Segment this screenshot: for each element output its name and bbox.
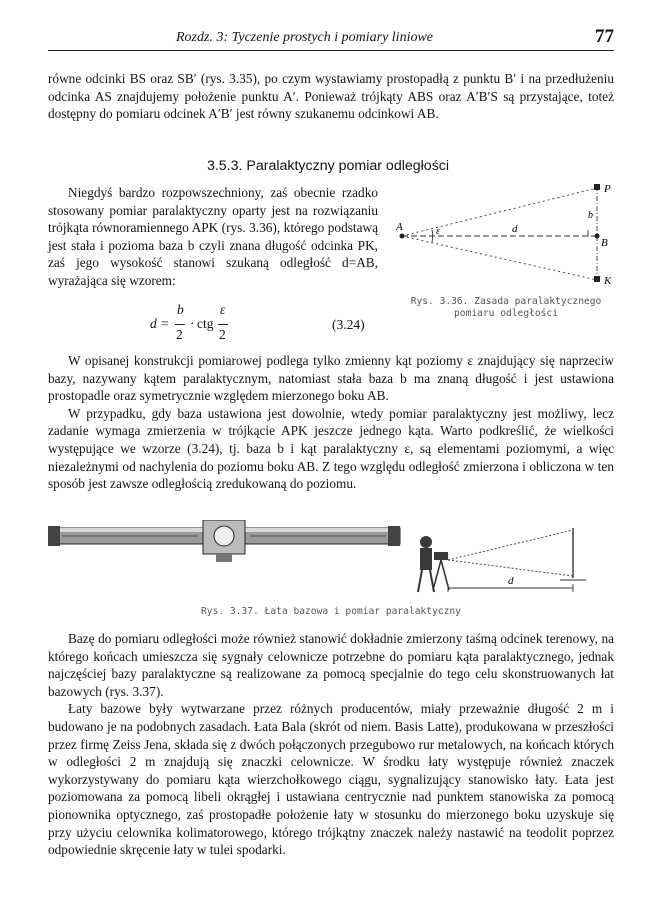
label-a: A <box>396 221 403 233</box>
surveyor-body <box>420 548 432 570</box>
formula-ctg: ctg <box>197 316 214 331</box>
paragraph-base-bars: Łaty bazowe były wytwarzane przez różnych producentów, miały przeważnie długość 2 m i budowano je na podobnych zasadach. Łata Bala (skrót od niem. Basis Latte), produkowana w przeszłości przez firmę Zeiss Jena, składa się z dwóch połączonych przegubowo rur metalowych, na końcach których w odległości 2 m znajdują się znaczki celownicze. W środku łaty występuje również znaczek wykorzystywany do pomiaru kąta wierzchołkowego ciągu, sygnalizujący stanowisko łaty. Łata jest poziomowana za pomocą libeli okrągłej i ustawiana centrycznie nad punktem stanowiska za pomocą pionownika optycznego, zaś prostopadłe położenie łaty w stosunku do mierzonego boku uzyskuje się przy użyciu celownika kolimatorowego, którego trójkątny znaczek należy nastawić na teodolit poprzez odpowiednie skręcenie łaty w tulei spodarki. <box>48 701 614 858</box>
figure-3-37-illustration <box>48 520 614 600</box>
parallax-measurement-drawing <box>448 528 586 592</box>
label-base-b: b <box>588 210 593 221</box>
label-distance-d: d <box>508 575 514 587</box>
line-a-p <box>402 188 597 236</box>
theodolite <box>434 552 448 560</box>
sight-line-upper <box>448 530 573 560</box>
base-bar-mount <box>216 554 232 562</box>
figure-3-36-caption: Rys. 3.36. Zasada paralaktycznego pomiaru odległości <box>410 296 602 319</box>
page-number: 77 <box>595 26 614 47</box>
surveyor-figure <box>418 536 449 592</box>
section-heading: 3.5.3. Paralaktyczny pomiar odległości <box>206 158 450 174</box>
formula-lhs: d <box>150 316 157 331</box>
point-k-mark <box>594 276 600 282</box>
formula-equals: = <box>161 316 169 331</box>
right-angle-mark <box>582 230 588 236</box>
equation-number: (3.24) <box>332 317 365 332</box>
point-a <box>400 234 405 239</box>
formula-b-denominator: 2 <box>176 327 183 342</box>
label-epsilon: ε <box>436 226 440 237</box>
formula-b-numerator: b <box>177 302 184 317</box>
base-bar-drawing <box>48 520 400 562</box>
fraction-bar-b <box>175 324 185 325</box>
label-p: P <box>604 183 611 195</box>
formula-epsilon-denominator: 2 <box>219 327 226 342</box>
label-b-point: B <box>601 237 608 249</box>
point-b <box>595 234 600 239</box>
circular-level <box>214 526 234 546</box>
formula-dot: · <box>190 316 195 331</box>
tripod-leg-1 <box>433 560 441 590</box>
intro-paragraph: równe odcinki BS oraz SB′ (rys. 3.35), po czym wystawiamy prostopadłą z punktu B′ i na przedłużeniu odcinka AS znajdujemy położenie punktu A′. Ponieważ trójkąty ABS oraz A′B′S są przystające, toteż dostępny do pomiaru odcinek A′B′ jest równy szukanemu odcinkowi AB. <box>48 71 614 122</box>
label-d: d <box>512 223 518 235</box>
paragraph-parallax-intro: Niegdyś bardzo rozpowszechniony, zaś obecnie rzadko stosowany pomiar paralaktyczny oparty jest na rozwiązaniu trójkąta równoramiennego APK (rys. 3.36), którego podstawą jest stała i pozioma baza b czyli znana długość odcinka PK, zaś jego wysokość stanowi szukaną odległość d=AB, wyrażająca się wzorem: <box>48 185 378 288</box>
paragraph-parallax-angle: W opisanej konstrukcji pomiarowej podlega tylko zmienny kąt poziomy ε znajdujący się naprzeciw bazy, nazywany kątem paralaktycznym, natomiast stała baza b ma znaną długość i jest ustawiona prostopadle oraz symetrycznie względem mierzonego boku AB. W przypadku, gdy baza ustawiona jest dowolnie, wtedy pomiar paralaktyczny jest możliwy, lecz zadanie wymaga zmierzenia w trójkącie APK jeszcze jednego kąta. Warto podkreślić, że wielkości występujące we wzorze (3.24), tj. baza b i kąt paralaktyczny ε, są elementami poziomymi, a więc niezależnymi od nachylenia do poziomu boku AB. Z tego względu odległość zmierzona i obliczona w ten sposób jest zawsze odległością zredukowaną do poziomu. <box>48 353 614 492</box>
formula-epsilon-numerator: ε <box>220 302 226 317</box>
line-a-k <box>402 236 597 280</box>
sight-line-lower <box>448 560 573 576</box>
surveyor-leg-1 <box>418 570 422 592</box>
label-k: K <box>604 275 612 287</box>
paragraph-arbitrary-base: W przypadku, gdy baza ustawiona jest dowolnie, wtedy pomiar paralaktyczny jest możliwy, lecz zadanie wymaga zmierzenia w trójkącie APK jeszcze jednego kąta. Warto podkreślić, że wielkości występujące we wzorze (3.24), tj. baza b i kąt paralaktyczny ε, są elementami poziomymi, a więc niezależnymi od nachylenia do poziomu boku AB. Z tego względu odległość zmierzona i obliczona w ten sposób jest zawsze odległością zredukowaną do poziomu. <box>48 405 614 492</box>
surveyor-head <box>420 536 432 548</box>
figure-3-36-diagram <box>392 178 614 288</box>
running-title: Rozdz. 3: Tyczenie prostych i pomiary liniowe <box>176 30 434 45</box>
formula-3-24 <box>150 302 240 348</box>
tripod-leg-2 <box>441 560 449 590</box>
paragraph-base-field: Bazę do pomiaru odległości może również stanowić dokładnie zmierzony taśmą odcinek terenowy, na którego końcach umieszcza się sygnały celownicze potrzebne do pomiaru kąta paralaktycznego, jednak najczęściej bazy paralaktyczne są realizowane za pomocą specjalnie do tego celu skonstruowanych łat bazowych (rys. 3.37). Łaty bazowe były wytwarzane przez różnych producentów, miały przeważnie długość 2 m i budowano je na podobnych zasadach. Łata Bala (skrót od niem. Basis Latte), produkowana w przeszłości przez firmę Zeiss Jena, składa się z dwóch połączonych przegubowo rur metalowych, na końcach których w odległości 2 m znajdują się znaczki celownicze. W środku łaty występuje również znaczek wykorzystywany do pomiaru kąta wierzchołkowego ciągu, sygnalizujący stanowisko łaty. Łata jest poziomowana za pomocą libeli okrągłej i ustawiana centrycznie nad punktem stanowiska za pomocą pionownika optycznego, zaś prostopadłe położenie łaty w stosunku do mierzonego boku uzyskuje się przy użyciu celownika kolimatorowego, którego trójkątny znaczek należy nastawić na teodolit poprzez odpowiednie skręcenie łaty w tulei spodarki. <box>48 631 614 858</box>
base-bar-left-target <box>48 526 60 546</box>
figure-3-37-caption: Rys. 3.37. Łata bazowa i pomiar paralaktyczny <box>201 606 461 617</box>
surveyor-leg-2 <box>430 570 434 592</box>
base-bar-right-target <box>388 526 400 546</box>
fraction-bar-epsilon <box>218 324 228 325</box>
running-header <box>48 28 614 51</box>
point-p-mark <box>594 184 600 190</box>
